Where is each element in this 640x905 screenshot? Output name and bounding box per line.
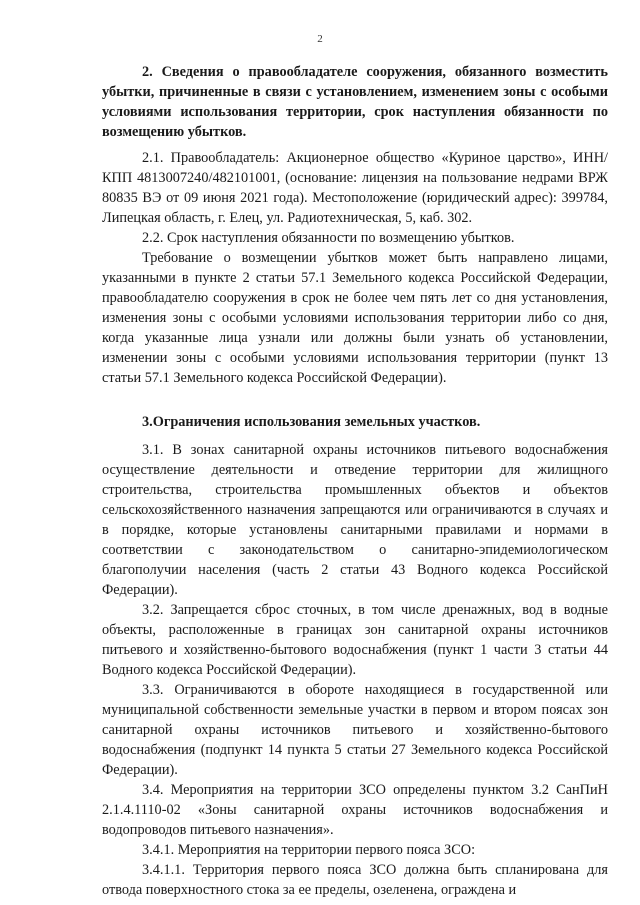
section-2-body — [102, 148, 608, 388]
paragraph-3-1: 3.1. В зонах санитарной охраны источников питьевого водоснабжения осуществление деятельности и отведение территории для жилищного строительства, строительства промышленных объектов и объектов сельскохозяйственного назначения запрещаются или ограничиваются в случаях и в порядке, которые установлены санитарными правилами и нормами в соответствии с законодательством о санитарно-эпидемиологическом благополучии населения (часть 2 статьи 43 Водного кодекса Российской Федерации). — [102, 442, 608, 598]
paragraph-3-4: 3.4. Мероприятия на территории ЗСО определены пунктом 3.2 СанПиН 2.1.4.1110-02 «Зоны санитарной охраны источников водоснабжения и водопроводов питьевого назначения». — [102, 782, 608, 838]
section-2-heading: 2. Сведения о правообладателе сооружения, обязанного возместить убытки, причиненные в связи с установлением, изменением зоны с особыми условиями использования территории, срок наступления обязанности по возмещению убытков. — [102, 64, 608, 140]
page-number: 2 — [317, 33, 323, 45]
section-3-body — [102, 440, 608, 900]
section-3-heading: 3.Ограничения использования земельных участков. — [142, 414, 481, 430]
paragraph-2-2: 2.2. Срок наступления обязанности по возмещению убытков. — [142, 230, 515, 246]
paragraph-3-4-1: 3.4.1. Мероприятия на территории первого пояса ЗСО: — [142, 842, 476, 858]
paragraph-3-2: 3.2. Запрещается сброс сточных, в том числе дренажных, вод в водные объекты, расположенные в границах зон санитарной охраны источников питьевого и хозяйственно-бытового водоснабжения (пункт 1 части 3 статьи 44 Водного кодекса Российской Федерации). — [102, 602, 608, 678]
paragraph-2-1: 2.1. Правообладатель: Акционерное общество «Куриное царство», ИНН/КПП 4813007240/482101001, (основание: лицензия на пользование недрами ВРЖ 80835 ВЭ от 09 июня 2021 года). Местоположение (юридический адрес): 399784, Липецкая область, г. Елец, ул. Радиотехническая, 5, каб. 302. — [102, 150, 608, 226]
paragraph-3-4-1-1: 3.4.1.1. Территория первого пояса ЗСО должна быть спланирована для отвода поверхностного стока за ее пределы, озеленена, ограждена и — [102, 862, 608, 898]
paragraph-3-3: 3.3. Ограничиваются в обороте находящиеся в государственной или муниципальной собственности земельные участки в первом и втором поясах зон санитарной охраны источников питьевого и хозяйственно-бытового водоснабжения (подпункт 14 пункта 5 статьи 27 Земельного кодекса Российской Федерации). — [102, 682, 608, 778]
paragraph-2-2-text: Требование о возмещении убытков может быть направлено лицами, указанными в пункте 2 статьи 57.1 Земельного кодекса Российской Федерации, правообладателю сооружения в срок не более чем пять лет со дня установления, изменения зоны с особыми условиями использования территории либо со дня, когда указанные лица узнали или должны были узнать об установлении, изменении зоны с особыми условиями использования территории (пункт 13 статьи 57.1 Земельного кодекса Российской Федерации). — [102, 250, 608, 386]
